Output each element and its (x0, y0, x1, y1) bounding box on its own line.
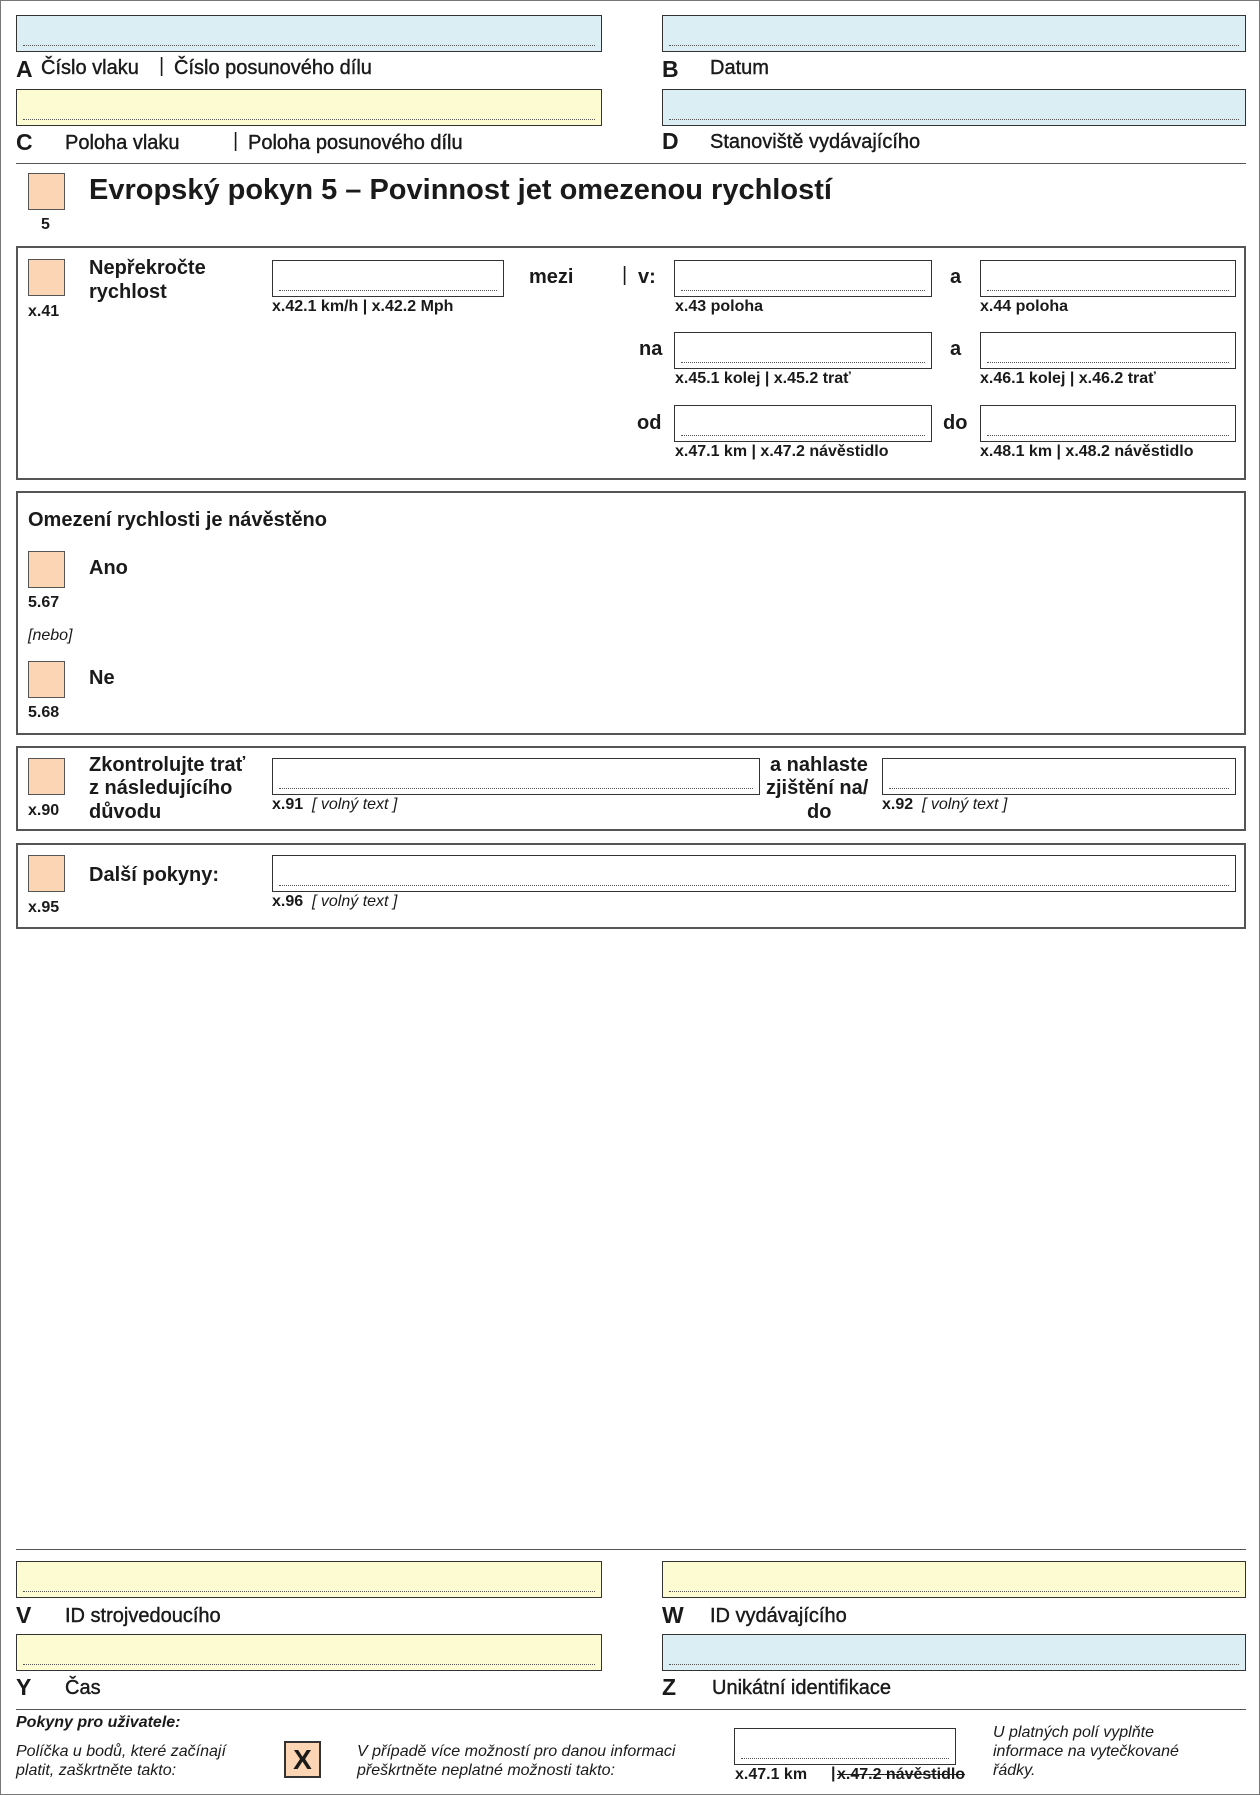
check-note-line1: Políčka u bodů, které začínají (16, 1743, 226, 1760)
divider (16, 1549, 1246, 1550)
track-45-field[interactable] (674, 332, 932, 369)
speed-value-field[interactable] (272, 260, 504, 297)
km-48-field[interactable] (980, 405, 1236, 442)
shunting-position-label: Poloha posunového dílu (248, 132, 463, 154)
speed-code: x.41 (28, 303, 60, 320)
label-separator: | (622, 264, 628, 286)
driver-id-field[interactable] (16, 1561, 602, 1598)
field-letter-w: W (662, 1602, 684, 1628)
field-letter-d: D (662, 128, 679, 154)
report-label-line2: zjištění na/ (766, 777, 869, 799)
instruction-5-checkbox[interactable] (28, 173, 65, 210)
speed-field-label: x.42.1 km/h | x.42.2 Mph (272, 298, 454, 315)
train-position-label: Poloha vlaku (65, 132, 180, 154)
report-label-line3: do (807, 801, 832, 823)
label-separator: | (233, 130, 239, 152)
time-label: Čas (65, 1677, 101, 1699)
train-position-field[interactable] (16, 89, 602, 126)
or-label: [nebo] (28, 627, 73, 644)
track-46-label: x.46.1 kolej | x.46.2 trať (980, 370, 1156, 387)
on-label: na (639, 338, 663, 360)
reason-91-hint: [ volný text ] (312, 796, 398, 813)
from-label: od (637, 412, 662, 434)
signalled-yes-checkbox[interactable] (28, 551, 65, 588)
km-47-label: x.47.1 km | x.47.2 návěstidlo (675, 443, 889, 460)
field-letter-b: B (662, 56, 679, 82)
date-field[interactable] (662, 15, 1246, 52)
check-track-label-line2: z následujícího (89, 777, 233, 799)
field-letter-a: A (16, 56, 33, 82)
field-letter-c: C (16, 129, 33, 155)
fill-note-line2: informace na vytečkované (993, 1743, 1179, 1760)
track-45-label: x.45.1 kolej | x.45.2 trať (675, 370, 851, 387)
km-48-label: x.48.1 km | x.48.2 návěstidlo (980, 443, 1194, 460)
train-number-field[interactable] (16, 15, 602, 52)
reason-91-code: x.91 (272, 796, 304, 813)
page-title: Evropský pokyn 5 – Povinnost jet omezenou rychlostí (89, 174, 832, 206)
report-92-hint: [ volný text ] (922, 796, 1008, 813)
field-letter-y: Y (16, 1674, 32, 1700)
and-label: a (950, 266, 962, 288)
position-43-field[interactable] (674, 260, 932, 297)
time-field[interactable] (16, 1634, 602, 1671)
further-96-hint: [ volný text ] (312, 893, 398, 910)
position-44-label: x.44 poloha (980, 298, 1069, 315)
check-example-box: X (284, 1741, 321, 1778)
unique-id-label: Unikátní identifikace (712, 1677, 891, 1699)
fill-note-line3: řádky. (993, 1762, 1036, 1779)
signalled-yes-label: Ano (89, 557, 128, 579)
unique-id-field[interactable] (662, 1634, 1246, 1671)
issuer-id-field[interactable] (662, 1561, 1246, 1598)
report-92-code: x.92 (882, 796, 914, 813)
issuer-station-field[interactable] (662, 89, 1246, 126)
instruction-code: 5 (41, 216, 50, 233)
check-track-code: x.90 (28, 802, 60, 819)
position-44-field[interactable] (980, 260, 1236, 297)
to-label: do (943, 412, 968, 434)
track-46-field[interactable] (980, 332, 1236, 369)
km-47-field[interactable] (674, 405, 932, 442)
check-note-line2: platit, zaškrtněte takto: (16, 1762, 177, 1779)
driver-id-label: ID strojvedoucího (65, 1605, 221, 1627)
reason-91-field[interactable] (272, 758, 760, 795)
signalled-no-label: Ne (89, 667, 115, 689)
shunting-number-label: Číslo posunového dílu (174, 57, 372, 79)
fill-note-line1: U platných polí vyplňte (993, 1724, 1154, 1741)
signalled-heading: Omezení rychlosti je návěstěno (28, 509, 327, 531)
example-signal-label-struck: x.47.2 návěstidlo (837, 1766, 966, 1783)
issuer-station-label: Stanoviště vydávajícího (710, 131, 921, 153)
example-km-label: x.47.1 km (735, 1766, 808, 1783)
and-label: a (950, 338, 962, 360)
report-label-line1: a nahlaste (770, 754, 868, 776)
date-label: Datum (710, 57, 769, 79)
further-instructions-checkbox[interactable] (28, 855, 65, 892)
at-label: v: (638, 266, 656, 288)
divider (16, 1709, 1246, 1710)
issuer-id-label: ID vydávajícího (710, 1605, 847, 1627)
signalled-no-code: 5.68 (28, 704, 60, 721)
further-instructions-label: Další pokyny: (89, 864, 220, 886)
between-label: mezi (529, 266, 574, 288)
example-field (734, 1728, 956, 1765)
user-notes-heading: Pokyny pro uživatele: (16, 1714, 181, 1731)
field-letter-v: V (16, 1602, 32, 1628)
example-separator: | (831, 1765, 836, 1782)
label-separator: | (159, 55, 165, 77)
speed-label-line1: Nepřekročte (89, 257, 206, 279)
further-instructions-code: x.95 (28, 899, 60, 916)
strike-note-line1: V případě více možností pro danou informaci (357, 1743, 676, 1760)
further-96-field[interactable] (272, 855, 1236, 892)
further-96-code: x.96 (272, 893, 304, 910)
strike-note-line2: přeškrtněte neplatné možnosti takto: (357, 1762, 615, 1779)
divider (16, 163, 1246, 164)
train-number-label: Číslo vlaku (41, 57, 139, 79)
signalled-yes-code: 5.67 (28, 594, 60, 611)
signalled-no-checkbox[interactable] (28, 661, 65, 698)
check-track-checkbox[interactable] (28, 758, 65, 795)
field-letter-z: Z (662, 1674, 677, 1700)
speed-label-line2: rychlost (89, 281, 167, 303)
speed-checkbox[interactable] (28, 259, 65, 296)
position-43-label: x.43 poloha (675, 298, 764, 315)
report-92-field[interactable] (882, 758, 1236, 795)
check-track-label-line3: důvodu (89, 801, 162, 823)
check-track-label-line1: Zkontrolujte trať (89, 754, 246, 776)
